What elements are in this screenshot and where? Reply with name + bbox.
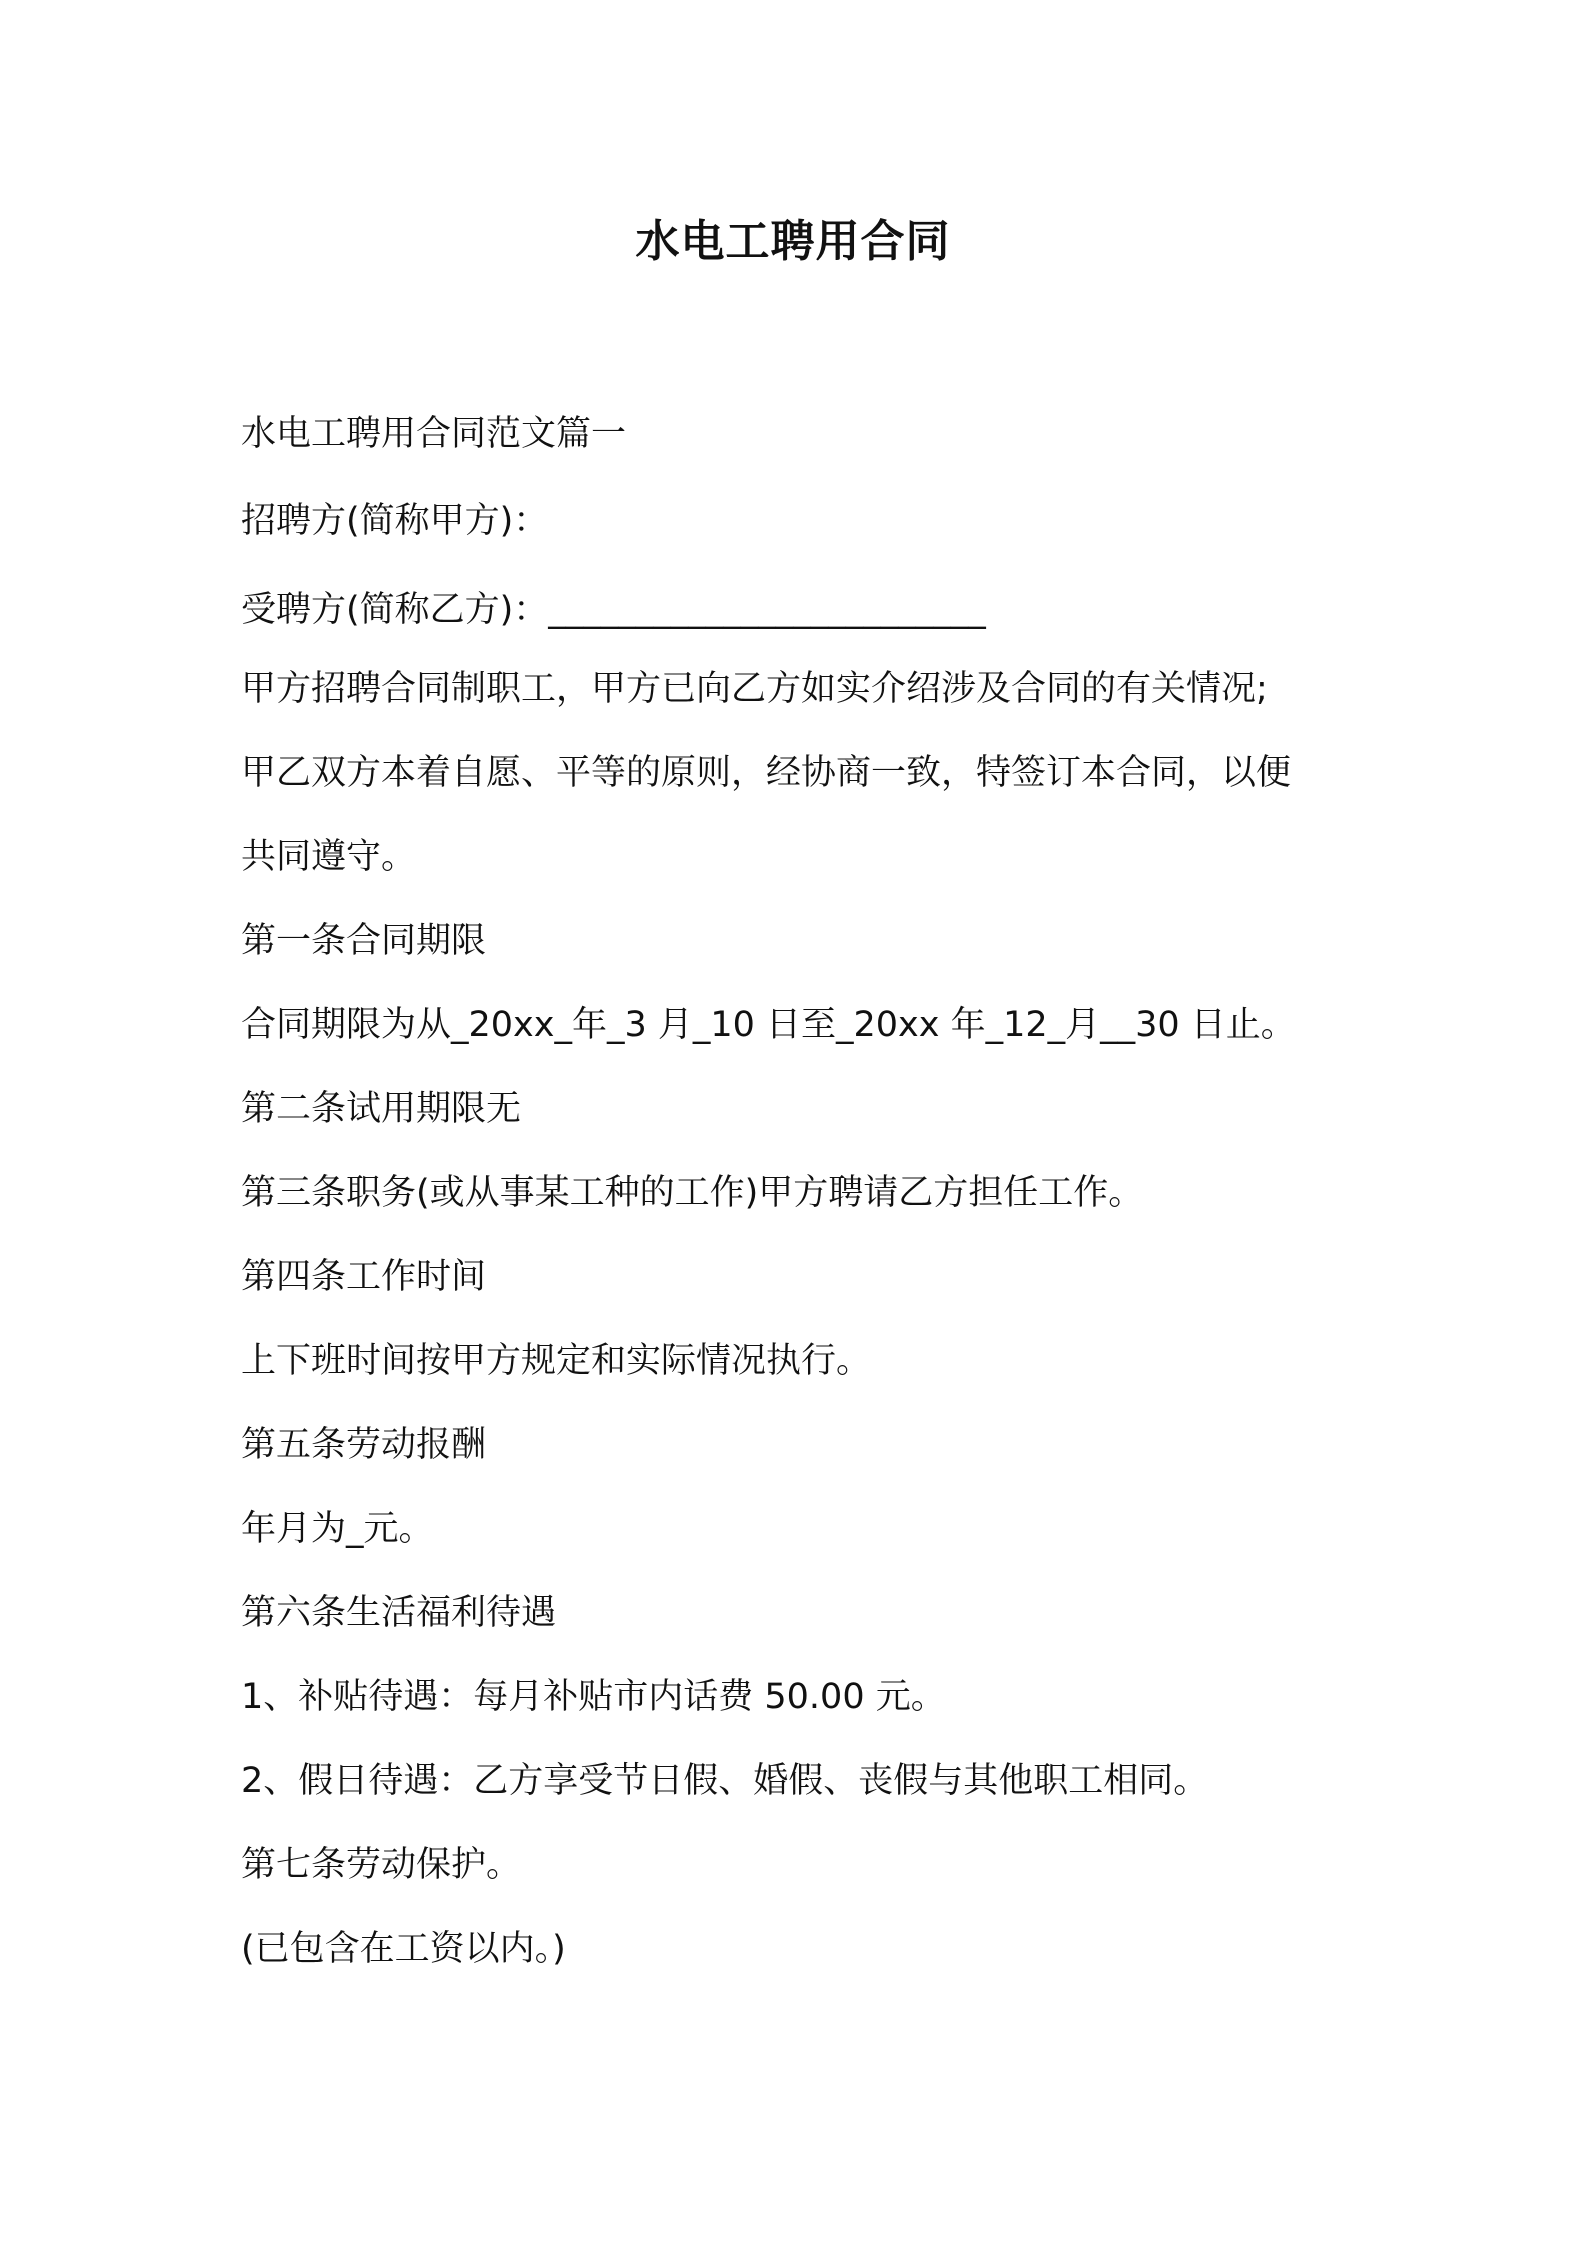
preamble-line-1: 甲方招聘合同制职工，甲方已向乙方如实介绍涉及合同的有关情况;: [241, 669, 1268, 709]
document-title: 水电工聘用合同: [635, 216, 951, 267]
article-4-heading: 第四条工作时间: [241, 1257, 487, 1297]
article-6-heading: 第六条生活福利待遇: [241, 1593, 557, 1633]
article-4-text: 上下班时间按甲方规定和实际情况执行。: [241, 1341, 872, 1381]
article-2-heading: 第二条试用期限无: [241, 1089, 522, 1129]
article-5-text: 年月为_元。: [241, 1509, 434, 1549]
article-1-heading: 第一条合同期限: [241, 921, 487, 961]
article-6-item-2: 2、假日待遇：乙方享受节日假、婚假、丧假与其他职工相同。: [241, 1761, 1209, 1801]
article-5-heading: 第五条劳动报酬: [241, 1425, 487, 1465]
article-7-heading: 第七条劳动保护。: [241, 1845, 522, 1885]
article-7-text: (已包含在工资以内。): [241, 1929, 566, 1969]
employee-line: 受聘方(简称乙方)：_________________________: [241, 590, 986, 630]
article-3-text: 第三条职务(或从事某工种的工作)甲方聘请乙方担任工作。: [241, 1173, 1144, 1213]
article-6-item-1: 1、补贴待遇：每月补贴市内话费 50.00 元。: [241, 1677, 946, 1717]
article-1-text: 合同期限为从_20xx_年_3 月_10 日至_20xx 年_12_月__30 日止。: [241, 1005, 1296, 1045]
preamble-line-3: 共同遵守。: [241, 837, 417, 877]
preamble-line-2: 甲乙双方本着自愿、平等的原则，经协商一致，特签订本合同，以便: [241, 753, 1292, 793]
section-heading: 水电工聘用合同范文篇一: [241, 414, 627, 454]
employer-line: 招聘方(简称甲方)：: [241, 501, 549, 541]
